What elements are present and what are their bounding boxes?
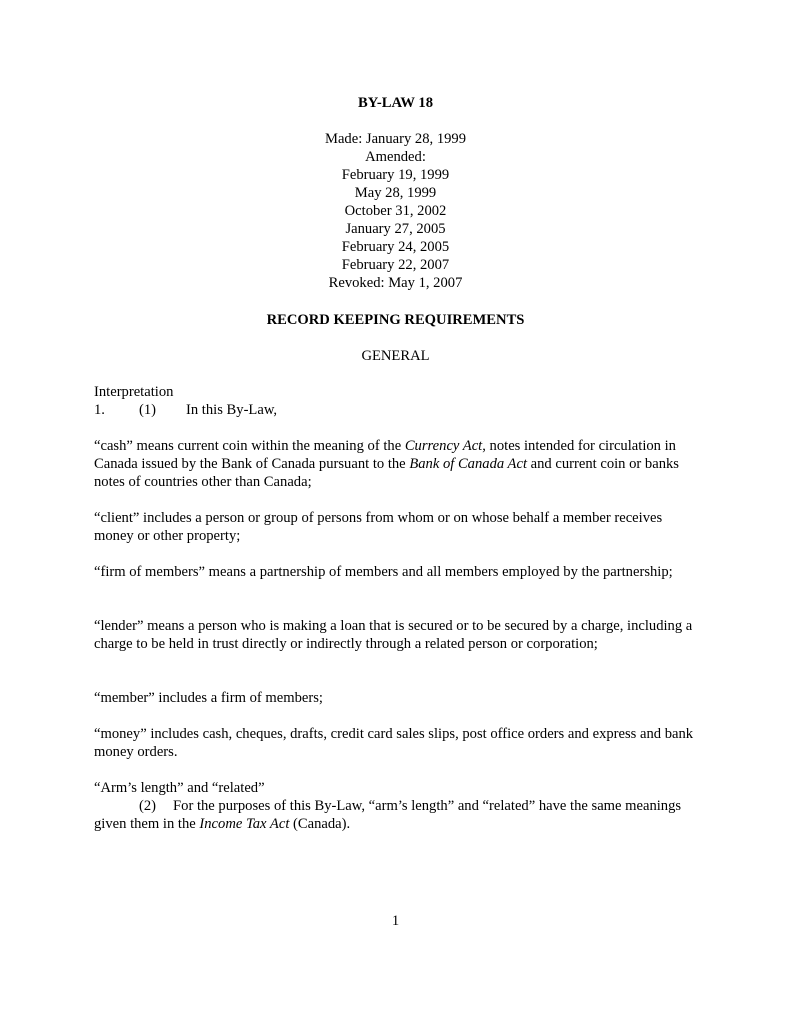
amendment-date: February 24, 2005 xyxy=(341,239,450,255)
interpretation-heading-text: Interpretation xyxy=(94,384,174,400)
definition-cash-part: and current coin or banks notes of countries other than Canada; xyxy=(94,456,679,490)
definition-member xyxy=(94,689,704,707)
act-name-currency: Currency Act xyxy=(404,438,483,454)
act-name-bank-of-canada: Bank of Canada Act xyxy=(409,456,527,472)
interpretation-heading xyxy=(94,383,704,401)
section-number: 1. xyxy=(94,402,105,418)
part-heading-text: GENERAL xyxy=(361,348,430,364)
amendment-date: May 28, 1999 xyxy=(354,185,437,201)
definition-lender xyxy=(94,617,704,653)
definition-cash-part: “cash” means current coin within the meaning of the xyxy=(94,438,405,454)
subsection-number: (1) xyxy=(139,402,157,418)
arms-length-heading-text: “Arm’s length” and “related” xyxy=(94,780,265,796)
definition-firm-text: “firm of members” means a partnership of members and all members employed by the partnership; xyxy=(94,564,673,580)
subtitle-text: RECORD KEEPING REQUIREMENTS xyxy=(266,312,525,328)
part-heading xyxy=(0,347,791,365)
definition-client xyxy=(94,509,704,545)
definition-client-text: “client” includes a person or group of persons from whom or on whose behalf a member receives money or other property; xyxy=(94,510,663,544)
amendment-date: February 19, 1999 xyxy=(341,167,450,183)
amendment-date: February 22, 2007 xyxy=(341,257,450,273)
definition-cash xyxy=(94,437,704,491)
amended-label: Amended: xyxy=(365,149,426,165)
amendment-date: January 27, 2005 xyxy=(345,221,446,237)
definition-lender-text: “lender” means a person who is making a loan that is secured or to be secured by a charge, including a charge to be held in trust directly or indirectly through a related person or corporation; xyxy=(94,618,693,652)
definition-cash-text xyxy=(94,437,704,491)
document-title xyxy=(0,94,791,112)
definition-member-text: “member” includes a firm of members; xyxy=(94,690,323,706)
page-number: 1 xyxy=(391,913,400,929)
amendment-date: October 31, 2002 xyxy=(344,203,447,219)
bylaw-title: BY-LAW 18 xyxy=(357,95,434,111)
document-subtitle xyxy=(0,311,791,329)
act-name-income-tax: Income Tax Act xyxy=(199,816,290,832)
subsection-number: (2) xyxy=(139,798,157,814)
definition-firm-of-members xyxy=(94,563,704,581)
revoked-date: Revoked: May 1, 2007 xyxy=(328,275,463,291)
definition-cash-part: , notes intended for circulation in Canada issued by the Bank of Canada pursuant to the xyxy=(94,438,676,472)
made-date: Made: January 28, 1999 xyxy=(324,131,467,147)
bylaw-history xyxy=(0,130,791,292)
definition-money-text: “money” includes cash, cheques, drafts, credit card sales slips, post office orders and express and bank money orders. xyxy=(94,726,694,760)
arms-length-part: For the purposes of this By-Law, “arm’s length” and “related” have the same meanings given them in the xyxy=(94,798,682,832)
arms-length-part: (Canada). xyxy=(289,816,351,832)
arms-length-text xyxy=(94,797,704,833)
section-intro: In this By-Law, xyxy=(186,402,278,418)
arms-length-section xyxy=(94,779,704,833)
interpretation-section xyxy=(94,383,704,419)
section-1-line xyxy=(94,401,704,419)
definition-money xyxy=(94,725,704,761)
arms-length-heading xyxy=(94,779,704,797)
